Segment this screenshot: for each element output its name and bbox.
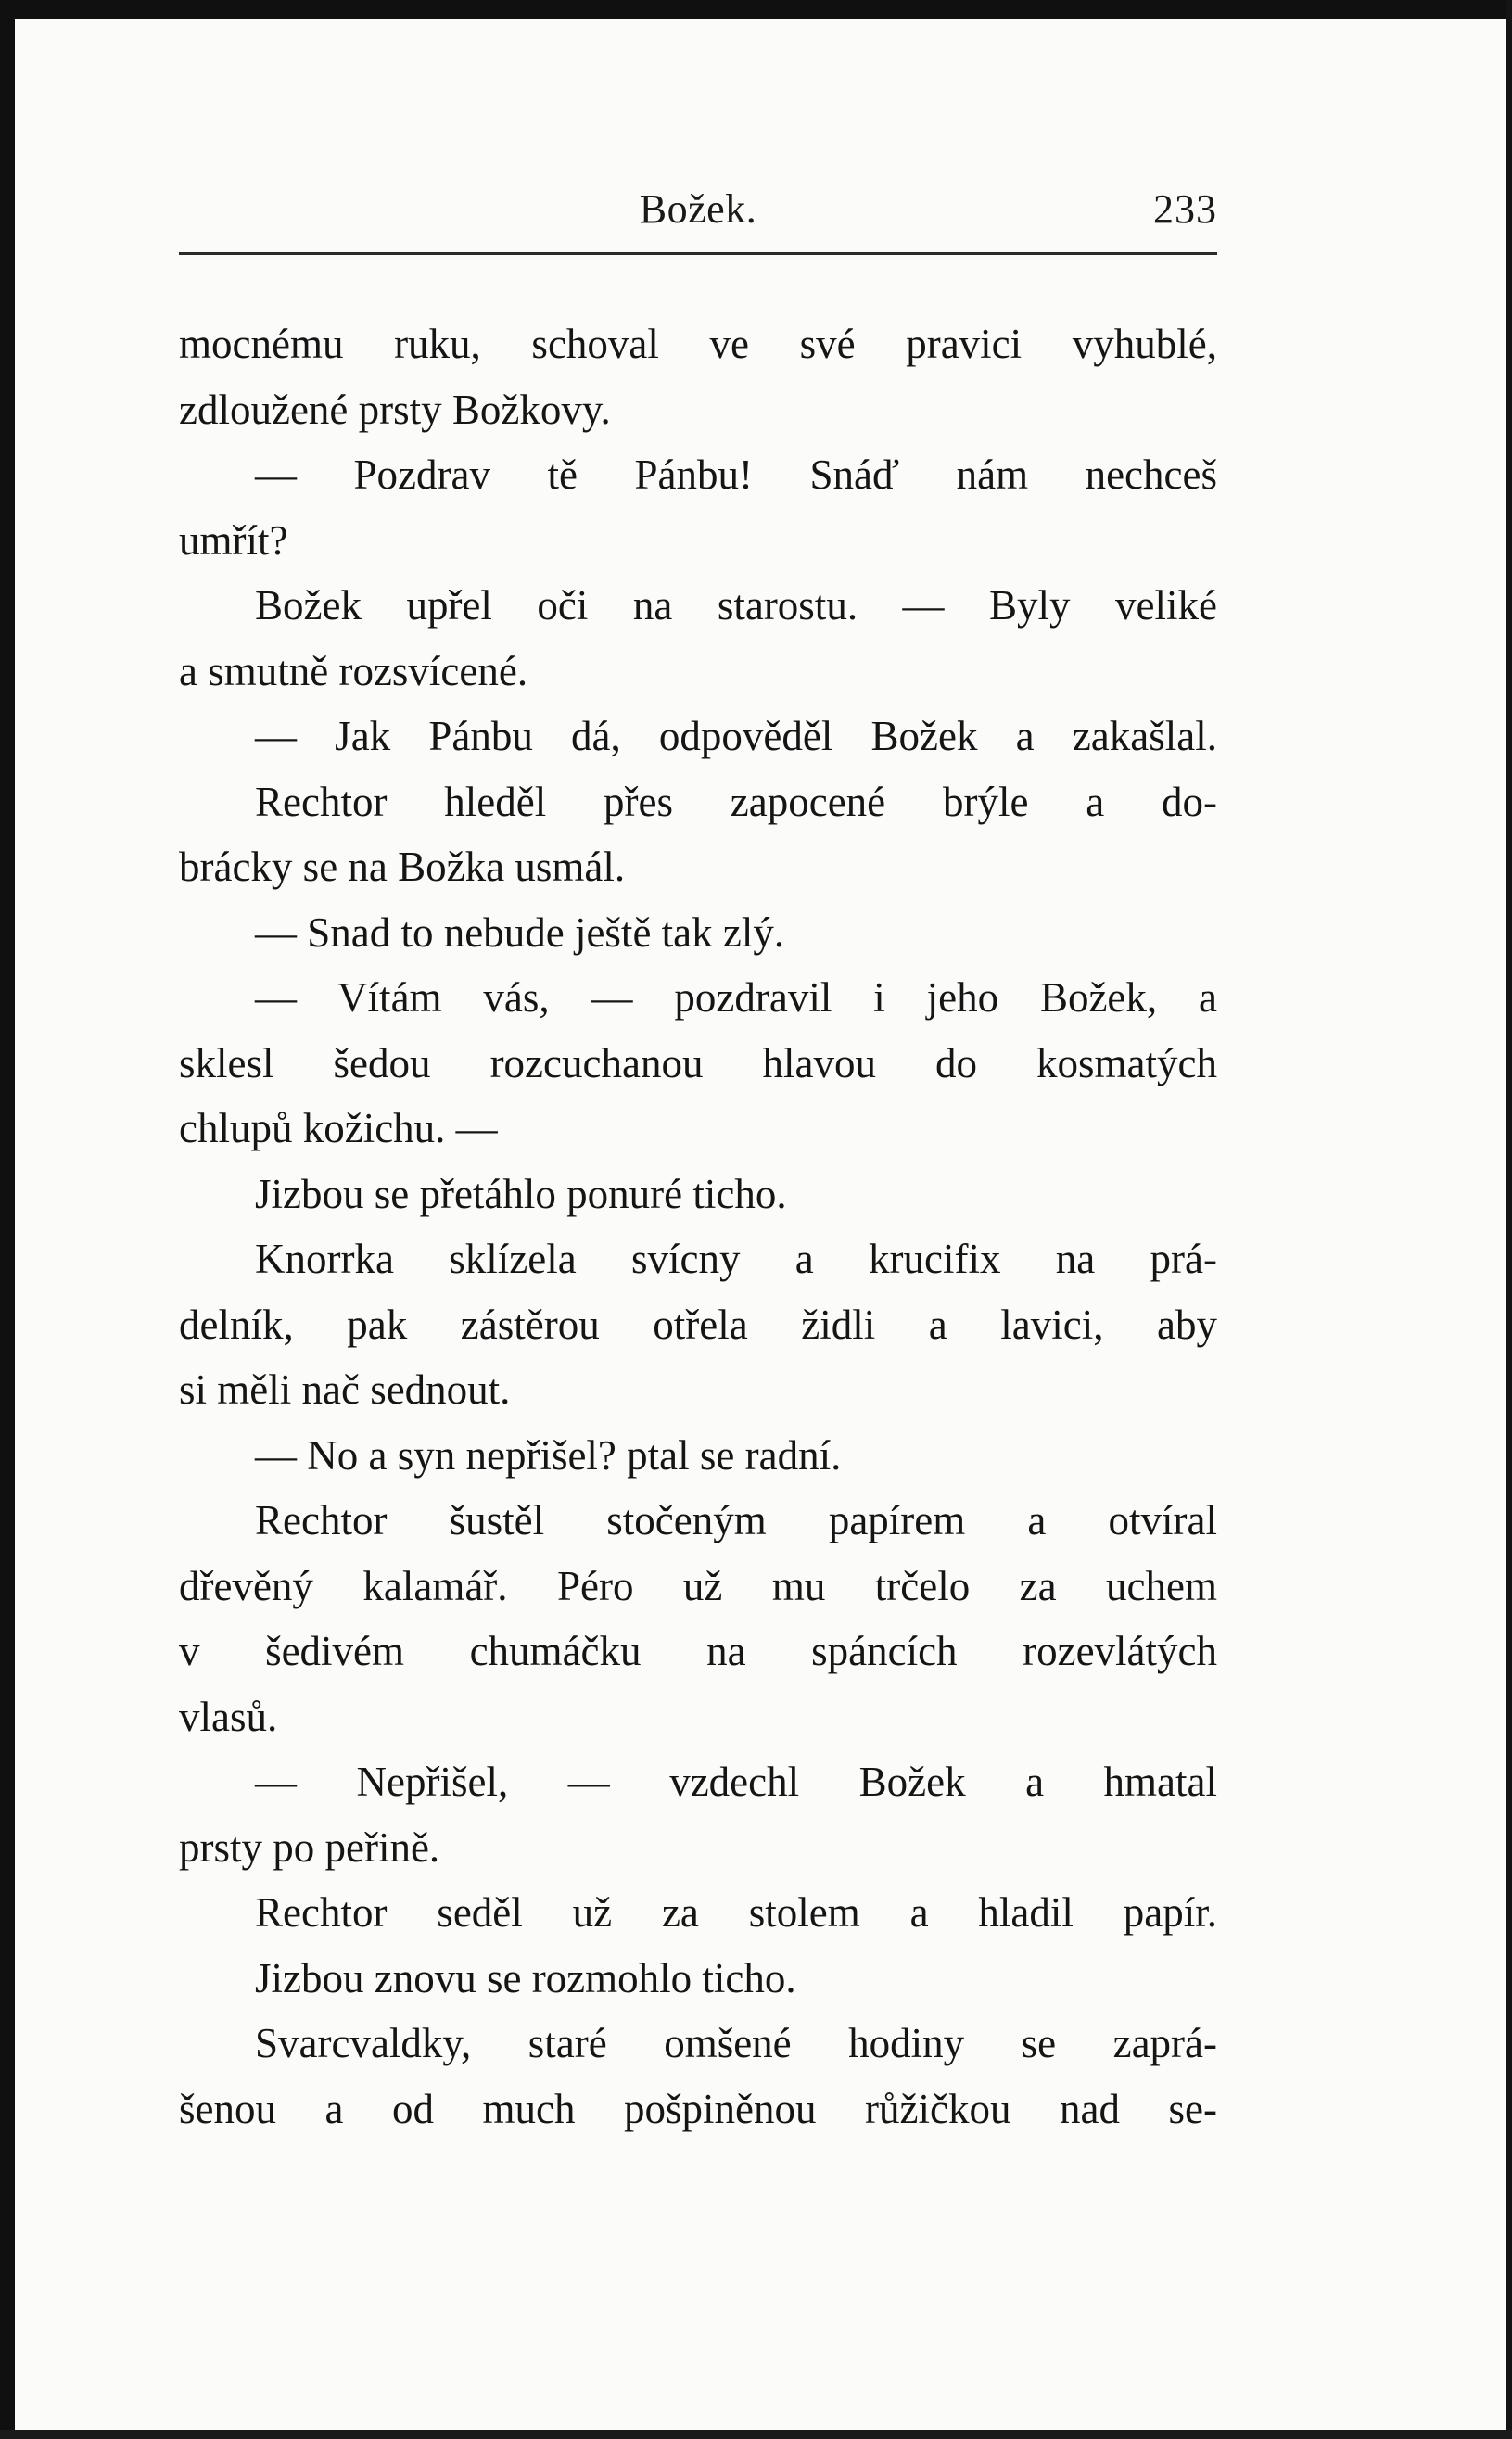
header-rule	[179, 252, 1217, 255]
text-line: si měli nač sednout.	[179, 1366, 511, 1413]
text-line: Božek upřel oči na starostu. — Byly veliké	[255, 582, 1217, 629]
text-line: — No a syn nepřišel? ptal se radní.	[255, 1431, 842, 1479]
text-line: Jizbou se přetáhlo ponuré ticho.	[255, 1170, 787, 1217]
text-line: umřít?	[179, 516, 288, 564]
text-line: — Jak Pánbu dá, odpověděl Božek a zakašlal.	[255, 713, 1217, 759]
text-line: chlupů kožichu. —	[179, 1105, 498, 1151]
page-number: 233	[1153, 186, 1217, 232]
text-line: sklesl šedou rozcuchanou hlavou do kosmatých	[179, 1039, 1217, 1086]
text-line: a smutně rozsvícené.	[179, 647, 528, 694]
body-text	[179, 311, 1217, 2141]
text-line: v šedivém chumáčku na spáncích rozevlátých	[179, 1628, 1217, 1674]
text-line: Rechtor seděl už za stolem a hladil papír.	[255, 1889, 1217, 1936]
scan-border-bottom	[0, 2430, 1512, 2439]
text-line: zdloužené prsty Božkovy.	[179, 386, 611, 433]
scan-border-top	[0, 0, 1512, 19]
text-line: mocnému ruku, schoval ve své pravici vyhublé,	[179, 321, 1217, 367]
text-line: šenou a od much pošpiněnou růžičkou nad se-	[179, 2085, 1217, 2132]
text-line: — Snad to nebude ještě tak zlý.	[255, 908, 785, 956]
text-line: Rechtor šustěl stočeným papírem a otvíral	[255, 1497, 1217, 1543]
text-line: Jizbou znovu se rozmohlo ticho.	[255, 1954, 796, 2001]
text-line: prsty po peřině.	[179, 1823, 440, 1871]
running-head: Božek.	[639, 186, 757, 232]
text-line: Svarcvaldky, staré omšené hodiny se zaprá-	[255, 2020, 1217, 2066]
page-header	[179, 178, 1217, 243]
text-line: — Nepřišel, — vzdechl Božek a hmatal	[255, 1759, 1217, 1805]
scan-border-left	[0, 0, 15, 2439]
text-line: — Pozdrav tě Pánbu! Snáď nám nechceš	[255, 451, 1217, 498]
text-line: Knorrka sklízela svícny a krucifix na prá-	[255, 1236, 1217, 1282]
text-line: delník, pak zástěrou otřela židli a lavici, aby	[179, 1301, 1217, 1348]
text-line: — Vítám vás, — pozdravil i jeho Božek, a	[255, 974, 1217, 1021]
text-line: brácky se na Božka usmál.	[179, 844, 626, 890]
text-line: dřevěný kalamář. Péro už mu trčelo za uchem	[179, 1562, 1217, 1609]
text-line: Rechtor hleděl přes zapocené brýle a do-	[255, 778, 1217, 825]
text-line: vlasů.	[179, 1693, 278, 1740]
scan-border-right	[1506, 0, 1512, 2439]
